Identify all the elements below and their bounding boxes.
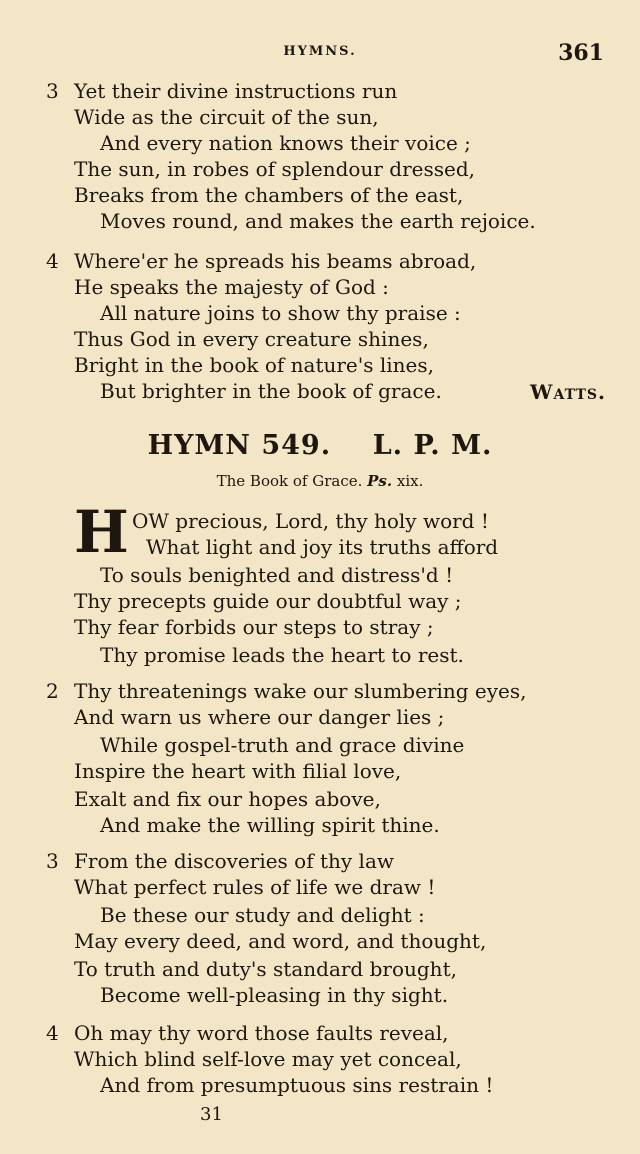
verse-line: Yet their divine instructions run xyxy=(74,79,398,103)
running-head: HYMNS. xyxy=(283,44,357,59)
subtitle-text: The Book of Grace. xyxy=(216,472,363,490)
verse-line: What light and joy its truths afford xyxy=(146,535,499,559)
verse-line: Bright in the book of nature's lines, xyxy=(74,353,435,377)
verse-line: While gospel-truth and grace divine xyxy=(100,733,465,757)
verse-line: But brighter in the book of grace. xyxy=(100,379,442,403)
verse-line: Breaks from the chambers of the east, xyxy=(74,183,464,207)
verse-line: Be these our study and delight : xyxy=(100,903,425,927)
verse-line: He speaks the majesty of God : xyxy=(74,275,389,299)
stanza-number: 4 xyxy=(46,249,59,273)
verse-line: The sun, in robes of splendour dressed, xyxy=(74,157,475,181)
stanza-number: 2 xyxy=(46,679,59,703)
verse-line: And every nation knows their voice ; xyxy=(100,131,471,155)
hymn-author: Watts. xyxy=(530,380,606,404)
verse-line: May every deed, and word, and thought, xyxy=(74,929,487,953)
verse-line: Thy fear forbids our steps to stray ; xyxy=(74,615,434,639)
subtitle-ref: Ps. xyxy=(367,472,393,490)
stanza-number: 3 xyxy=(46,79,59,103)
verse-line: And make the willing spirit thine. xyxy=(100,813,440,837)
stanza-number: 3 xyxy=(46,849,59,873)
verse-line: Thy promise leads the heart to rest. xyxy=(100,643,464,667)
drop-cap: H xyxy=(74,498,129,566)
signature-mark: 31 xyxy=(200,1104,223,1125)
verse-line: All nature joins to show thy praise : xyxy=(100,301,461,325)
page-number: 361 xyxy=(558,40,604,66)
verse-line: Exalt and fix our hopes above, xyxy=(74,787,381,811)
hymn-subtitle xyxy=(0,472,640,490)
verse-line: OW precious, Lord, thy holy word ! xyxy=(132,509,489,533)
stanza-number: 4 xyxy=(46,1021,59,1045)
verse-line: From the discoveries of thy law xyxy=(74,849,394,873)
verse-line: Moves round, and makes the earth rejoice. xyxy=(100,209,536,233)
verse-line: Thus God in every creature shines, xyxy=(74,327,429,351)
verse-line: Which blind self-love may yet conceal, xyxy=(74,1047,462,1071)
verse-line: What perfect rules of life we draw ! xyxy=(74,875,436,899)
verse-line: Wide as the circuit of the sun, xyxy=(74,105,379,129)
verse-line: To truth and duty's standard brought, xyxy=(74,957,457,981)
hymn-title: HYMN 549. L. P. M. xyxy=(147,430,493,461)
verse-line: To souls benighted and distress'd ! xyxy=(100,563,454,587)
verse-line: Oh may thy word those faults reveal, xyxy=(74,1021,449,1045)
verse-line: Thy precepts guide our doubtful way ; xyxy=(74,589,462,613)
verse-line: And from presumptuous sins restrain ! xyxy=(100,1073,494,1097)
verse-line: Inspire the heart with filial love, xyxy=(74,759,402,783)
verse-line: Thy threatenings wake our slumbering eyes, xyxy=(74,679,527,703)
subtitle-ref-tail: xix. xyxy=(396,472,424,490)
verse-line: Become well-pleasing in thy sight. xyxy=(100,983,449,1007)
verse-line: And warn us where our danger lies ; xyxy=(74,705,445,729)
verse-line: Where'er he spreads his beams abroad, xyxy=(74,249,477,273)
